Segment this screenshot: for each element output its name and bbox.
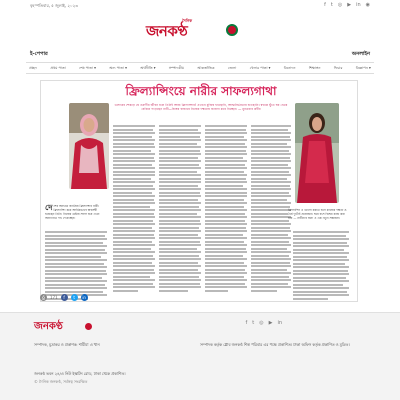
twitter-icon[interactable]: t	[252, 320, 255, 326]
article-column	[251, 125, 291, 292]
footer-social-links	[245, 320, 282, 326]
portrait-photo-right	[295, 103, 339, 203]
linkedin-icon[interactable]: in	[356, 2, 361, 8]
facebook-share-icon[interactable]: f	[61, 294, 68, 301]
footer-copyright: © দৈনিক জনকণ্ঠ, সর্বস্বত্ব সংরক্ষিত	[34, 379, 88, 384]
instagram-icon[interactable]: ◎	[337, 2, 343, 8]
nav-item[interactable]: জেলা	[227, 65, 237, 70]
site-footer	[0, 312, 400, 400]
logo-masthead: জনকণ্ঠ	[146, 22, 188, 40]
facebook-icon[interactable]: f	[245, 320, 248, 326]
linkedin-icon[interactable]: in	[277, 320, 282, 326]
nav-item[interactable]: বিনোদন	[283, 65, 296, 70]
footer-logo[interactable]	[34, 319, 92, 335]
article-headline: ফ্রিল্যান্সিংয়ে নারীর সাফল্যগাথা	[125, 84, 277, 98]
current-date: বৃহস্পতিবার, ৫ জুলাই, ২০২৩	[30, 3, 78, 8]
edition-bar	[26, 50, 374, 60]
article-lede: ডলারের শেকড়ে যে তরুণীর জীবন শুরু তিনিই আজ ফ্রিল্যান্সার! এখানে মুক্তির হাতছানি, আত্মনির্ভরতার হাতছানি। স্বপ্নকে ছুঁতে ঘর থেকে বেরিয়ে পড়েছেন নারী—বিশ্বের বাজারে নিজের দক্ষতায় জায়গা করে নিচ্ছেন। — মুনওয়ার কবীর	[114, 103, 288, 112]
photo-caption: ফ্রিল্যান্সিং এ ভালো করতে হলে কাজের দক্ষতা ও ধৈর্য দুটোই প্রয়োজন। ঘরে বসে বিশ্বের কাজ করা যায় — নারীদের জন্য এ এক নতুন সম্ভাবনা।	[288, 208, 347, 220]
nav-item[interactable]: আন্তর্জাতিক	[197, 65, 215, 70]
nav-item[interactable]: অন্য পাতা ▾	[109, 65, 127, 70]
logo-emblem-icon	[226, 24, 238, 36]
footer-address-line: জনকণ্ঠ ভবন ২৪/এ নিউ ইস্কাটন রোড, ঢাকা থেকে প্রকাশিত।	[34, 371, 126, 376]
nav-item[interactable]: প্রথম পাতা	[50, 65, 66, 70]
footer-emblem-icon	[85, 323, 92, 330]
share-bar	[40, 292, 120, 302]
online-link[interactable]: অনলাইন	[351, 51, 370, 57]
instagram-icon[interactable]: ◎	[259, 320, 264, 326]
top-bar	[0, 0, 400, 12]
nav-item[interactable]: খেলার পাতা ▾	[249, 65, 271, 70]
nav-item[interactable]: বিজ্ঞাপন ▾	[355, 65, 371, 70]
nav-item[interactable]: সম্পাদকীয়	[168, 65, 184, 70]
portrait-photo-left	[69, 103, 109, 189]
facebook-icon[interactable]: f	[324, 2, 326, 8]
nav-item[interactable]: অর্থনীতি ▾	[140, 65, 156, 70]
youtube-icon[interactable]: ▶	[268, 320, 273, 326]
article-column	[205, 125, 247, 292]
nav-item[interactable]: শিক্ষাঙ্গন	[308, 65, 321, 70]
print-icon[interactable]: ⎙	[41, 294, 46, 300]
nav-item[interactable]: শেষ পাতা ▾	[79, 65, 96, 70]
logo-daily: দৈনিক	[182, 18, 193, 23]
article-column	[113, 125, 155, 292]
author-intro-text: শের অন্যতম জনপ্রিয় ফ্রিল্যান্সার নারী। ফ্রিল্যান্সিং করে আর্থিকভাবে স্বাবলম্বী হয়েছেন তিনি। নিজের চেষ্টায় সফল হয়ে এখন অন্যদেরও পথ দেখাচ্ছেন।	[45, 204, 100, 220]
dropcap: দে	[45, 203, 53, 212]
epaper-article-page	[40, 80, 358, 302]
article-column	[293, 231, 349, 300]
article-column	[45, 231, 107, 300]
nav-item[interactable]: প্রচ্ছদ	[29, 65, 37, 70]
author-intro	[45, 204, 107, 220]
site-logo[interactable]	[146, 18, 238, 44]
epaper-link[interactable]: ই-পেপার	[30, 51, 48, 57]
footer-masthead: জনকণ্ঠ	[34, 321, 63, 332]
main-nav	[26, 62, 374, 74]
share-count: 171	[50, 294, 58, 300]
nav-item[interactable]: ফিচার	[333, 65, 343, 70]
article-column	[159, 125, 201, 292]
linkedin-share-icon[interactable]: in	[82, 294, 86, 300]
footer-publisher-line: সম্পাদক কর্তৃক গ্লোব জনকণ্ঠ শিল্প পরিবার এর পক্ষে প্রকাশিত। ঢাকা অফিস কর্তৃক প্রকাশিত ও মুদ্রিত।	[200, 342, 350, 347]
social-links	[324, 2, 370, 8]
twitter-share-icon[interactable]: t	[71, 294, 78, 301]
footer-editor-line: সম্পাদক, মুদ্রাকর ও প্রকাশক: শামীমা এ খান	[34, 342, 100, 347]
twitter-icon[interactable]: t	[330, 2, 333, 8]
rss-icon[interactable]: ◉	[365, 2, 370, 8]
youtube-icon[interactable]: ▶	[347, 2, 352, 8]
